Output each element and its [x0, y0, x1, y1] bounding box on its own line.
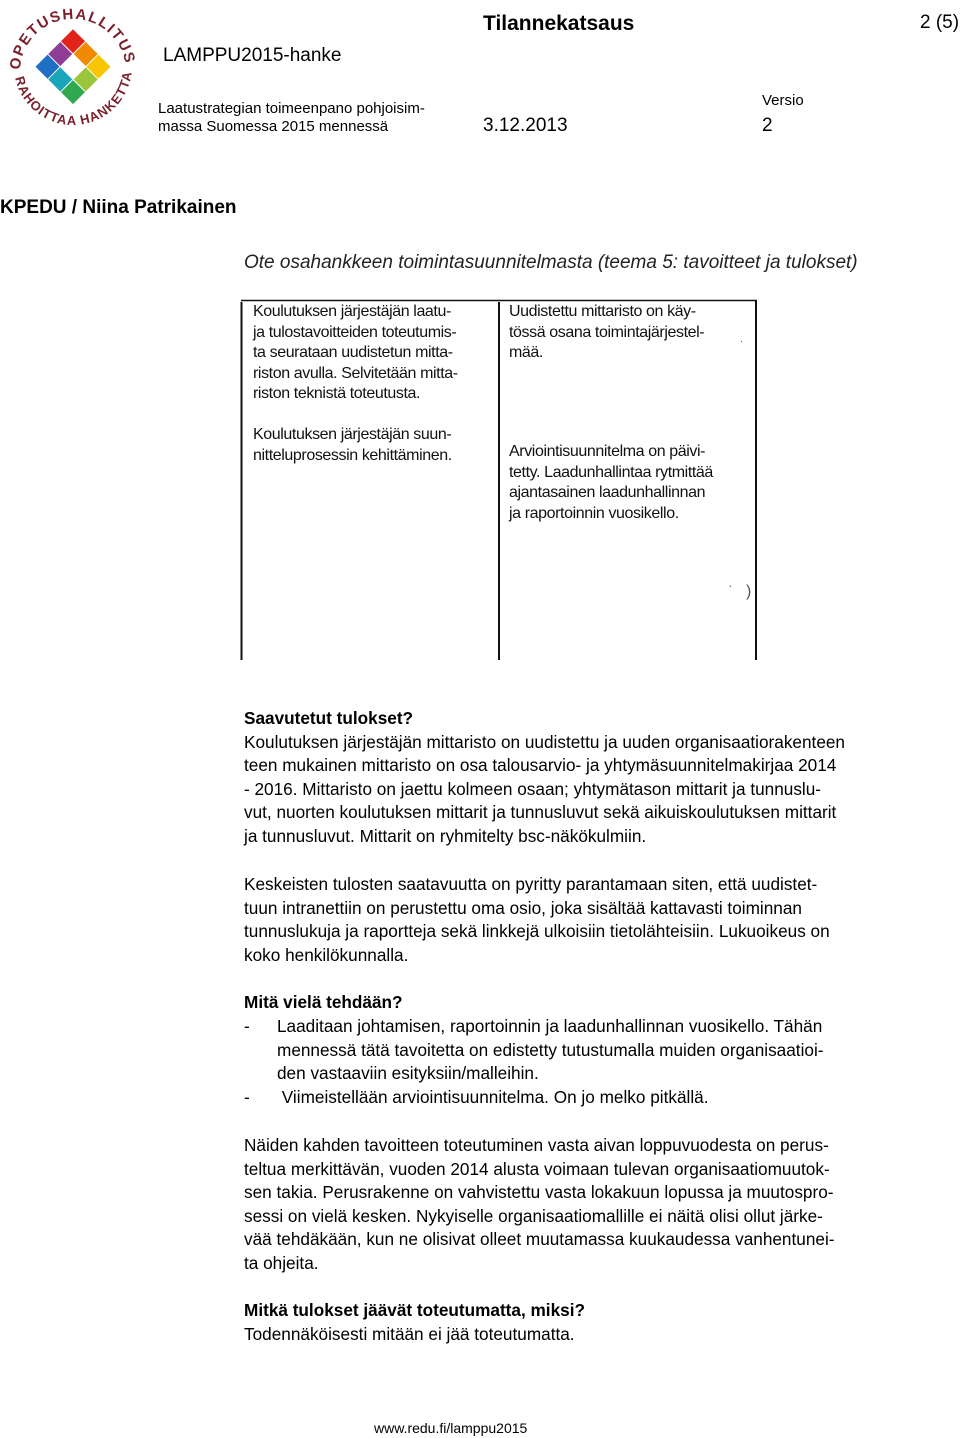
unmet-section	[244, 1299, 956, 1346]
table-right-line: ajantasainen laadunhallinnan	[509, 484, 706, 501]
paragraph-line: sen takia. Perusrakenne on vahvistettu vasta lokakuun lopussa ja muutospro-	[244, 1182, 834, 1203]
document-date: 3.12.2013	[483, 115, 568, 136]
table-right-line: Arviointisuunnitelma on päivi-	[509, 443, 706, 460]
results-section	[244, 707, 956, 849]
todo-item	[244, 1015, 956, 1086]
table-right-line: Uudistettu mittaristo on käy-	[509, 303, 696, 320]
paragraph-line: ta ohjeita.	[244, 1252, 319, 1273]
todo-item-line: Viimeistellään arviointisuunnitelma. On jo melko pitkällä.	[277, 1087, 709, 1107]
paragraph-line: teltua merkittävän, vuoden 2014 alusta voimaan tulevan organisaatiomuutok-	[244, 1158, 830, 1179]
results-line: teen mukainen mittaristo on osa talousarvio- ja yhtymäsuunnitelmakirjaa 2014	[244, 755, 837, 776]
unmet-heading: Mitkä tulokset jäävät toteutumatta, miksi?	[244, 1300, 585, 1320]
bullet-dash: -	[244, 1016, 250, 1036]
opetushallitus-logo	[0, 0, 146, 134]
bullet-dash: -	[244, 1087, 250, 1107]
todo-item	[244, 1086, 956, 1110]
todo-item-line: mennessä tätä tavoitetta on edistetty tutustumalla muiden organisaatioi-	[277, 1039, 824, 1060]
unmet-text: Todennäköisesti mitään ei jää toteutumatta.	[244, 1323, 575, 1344]
page-number: 2 (5)	[920, 12, 960, 33]
paragraph-line: Näiden kahden tavoitteen toteutuminen vasta aivan loppuvuodesta on perus-	[244, 1135, 829, 1155]
reasoning-paragraph	[244, 1134, 956, 1276]
table-left-line: Koulutuksen järjestäjän laatu-	[253, 303, 451, 320]
table-left-line: Koulutuksen järjestäjän suun-	[253, 426, 452, 443]
paragraph-line: tunnuslukuja ja raportteja sekä linkkejä ulkoisiin tietolähteisiin. Lukuoikeus on	[244, 921, 830, 942]
paragraph-line: vää tehdäkään, kun ne olisivat olleet muutamassa kuukaudessa vanhentunei-	[244, 1229, 835, 1250]
scanned-table	[240, 298, 760, 662]
table-right-line: tetty. Laadunhallintaa rytmittää	[509, 463, 713, 481]
results-heading: Saavutetut tulokset?	[244, 708, 414, 728]
version-number: 2	[762, 115, 773, 136]
table-left-line: ta seurataan uudistetun mitta-	[253, 344, 453, 361]
table-right-line: tössä osana toimintajärjestel-	[509, 323, 705, 341]
logo-text-top: OPETUSHALLITUS	[6, 5, 139, 71]
paragraph-line: tuun intranettiin on perustettu oma osio, joka sisältää kattavasti toiminnan	[244, 897, 802, 918]
paragraph-line: sessi on vielä kesken. Nykyiselle organisaatiomallille ei näitä olisi ollut järke-	[244, 1205, 823, 1226]
paragraph-line: koko henkilökunnalla.	[244, 944, 409, 965]
results-line: Koulutuksen järjestäjän mittaristo on uudistettu ja uuden organisaatiorakenteen	[244, 731, 845, 752]
project-subtitle-line2: massa Suomessa 2015 mennessä	[158, 118, 389, 135]
todo-item-line: den vastaaviin esityksiin/malleihin.	[277, 1063, 539, 1084]
paragraph-line: Keskeisten tulosten saatavuutta on pyritty parantamaan siten, että uudistet-	[244, 874, 818, 894]
availability-paragraph	[244, 873, 956, 967]
svg-text:.: .	[740, 334, 743, 345]
project-name: LAMPPU2015-hanke	[163, 45, 342, 66]
table-right-line: ja raportoinnin vuosikello.	[509, 504, 679, 522]
project-subtitle-line1: Laatustrategian toimeenpano pohjoisim-	[158, 100, 425, 117]
results-line: vut, nuorten koulutuksen mittarit ja tunnusluvut sekä aikuiskoulutuksen mittarit	[244, 802, 837, 823]
svg-text:): )	[746, 583, 752, 600]
author-heading: KPEDU / Niina Patrikainen	[0, 197, 237, 218]
results-line: ja tunnusluvut. Mittarit on ryhmitelty bsc-näkökulmiin.	[244, 825, 647, 846]
version-label: Versio	[762, 92, 804, 109]
table-left-line: riston avulla. Selvitetään mitta-	[253, 364, 458, 382]
todo-heading-block	[244, 991, 956, 1015]
logo-text-bottom: RAHOITTAA HANKETTA	[12, 69, 135, 129]
table-right-line: mää.	[509, 344, 543, 361]
table-left-line: ja tulostavoitteiden toteutumis-	[253, 323, 457, 341]
footer-url[interactable]: www.redu.fi/lamppu2015	[374, 1420, 528, 1436]
document-title: Tilannekatsaus	[483, 12, 635, 35]
results-line: - 2016. Mittaristo on jaettu kolmeen osaan; yhtymätason mittarit ja tunnuslu-	[244, 778, 822, 799]
table-left-spacer	[253, 405, 458, 426]
svg-text:·: ·	[728, 577, 733, 593]
todo-heading: Mitä vielä tehdään?	[244, 992, 403, 1012]
table-left-line: nitteluprosessin kehittäminen.	[253, 446, 452, 464]
excerpt-title: Ote osahankkeen toimintasuunnitelmasta (teema 5: tavoitteet ja tulokset)	[244, 252, 858, 273]
todo-item-line: Laaditaan johtamisen, raportoinnin ja laadunhallinnan vuosikello. Tähän	[277, 1016, 823, 1036]
table-left-line: riston teknistä toteutusta.	[253, 385, 421, 402]
logo-diamond-icon	[36, 29, 111, 104]
